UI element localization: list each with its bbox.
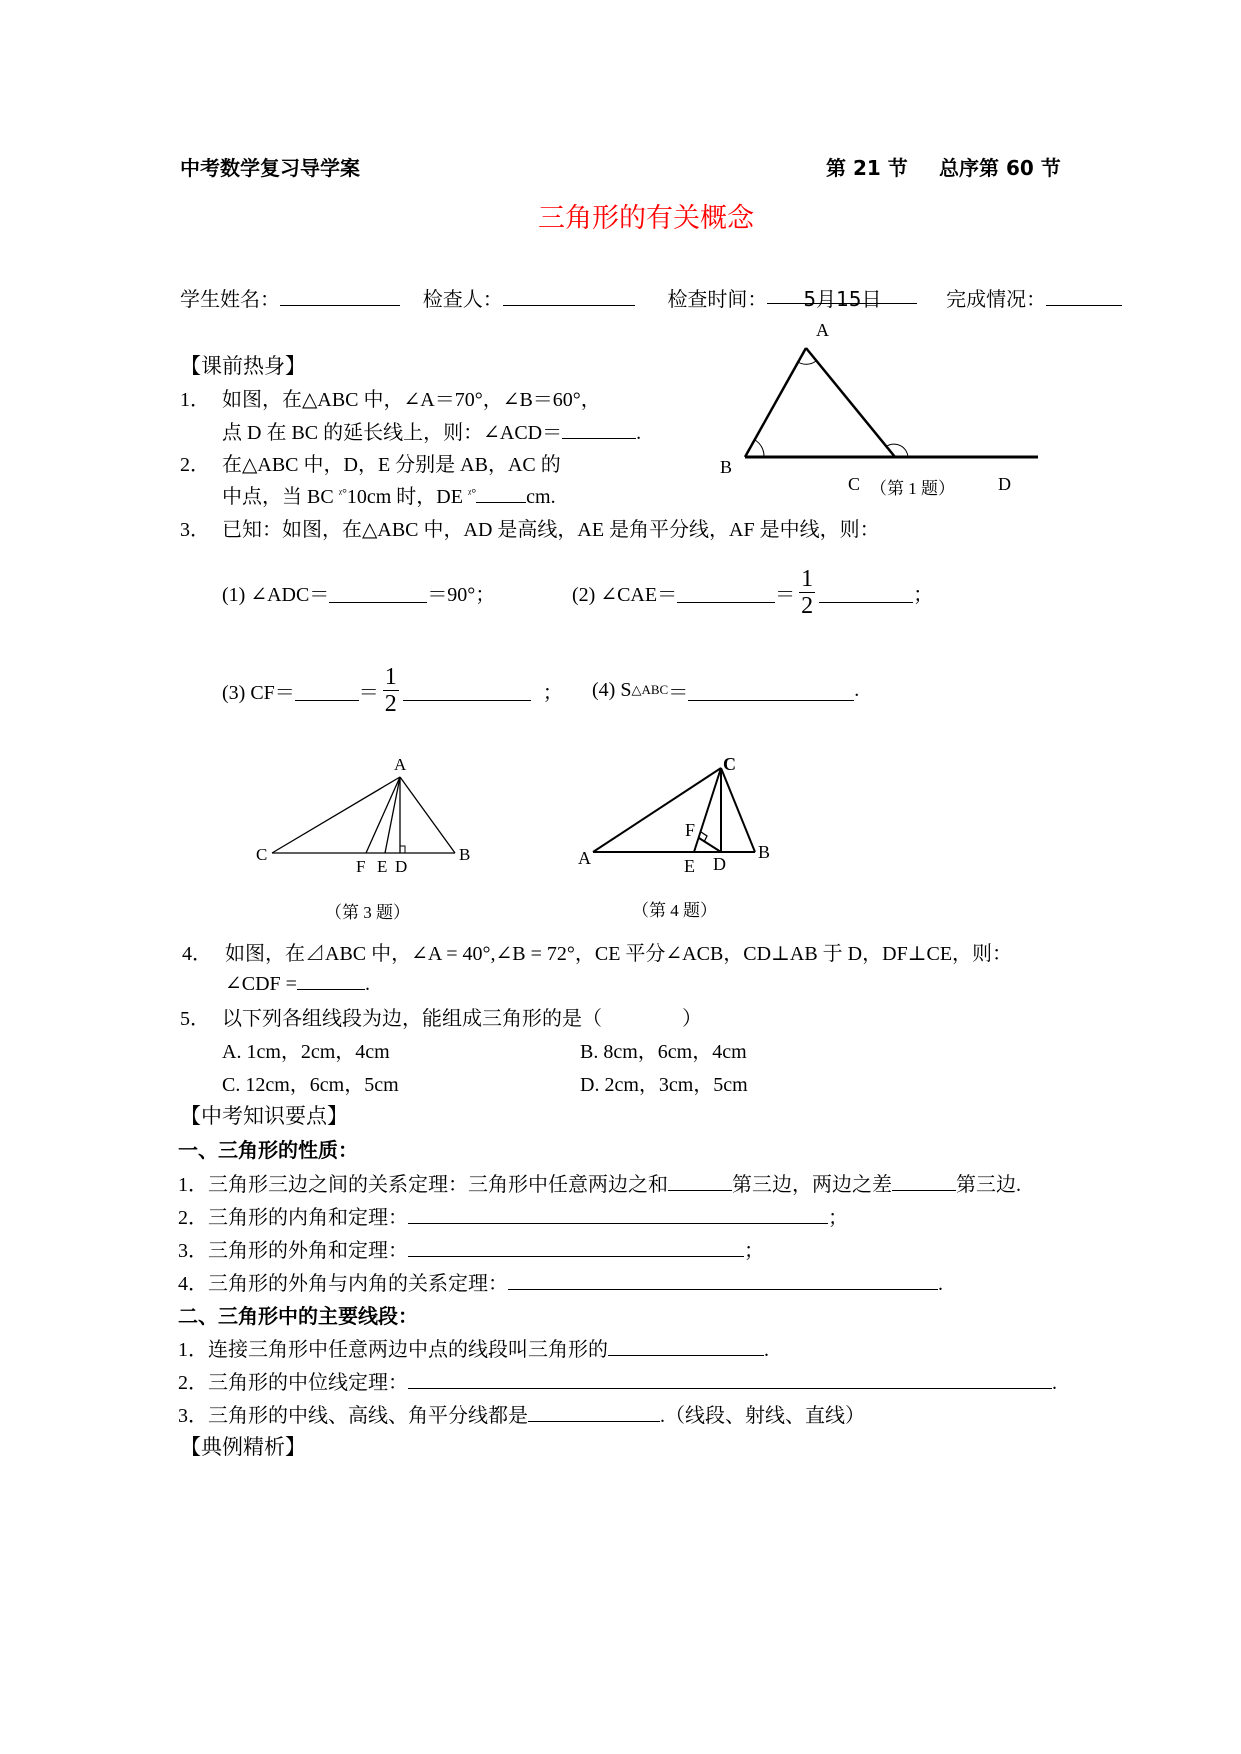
s1-item-1: [178, 1168, 1021, 1197]
s2-item-1-blank[interactable]: [608, 1335, 764, 1356]
side-ab: [400, 777, 455, 853]
item-text: 三角形的外角与内角的关系定理：: [208, 1273, 508, 1295]
check-time-field[interactable]: 5月15日: [767, 283, 917, 304]
p1-line2: [222, 416, 641, 445]
median-af: [366, 777, 400, 853]
bisector-ae: [385, 777, 400, 853]
label-c: C: [256, 845, 268, 864]
item-text: 三角形的中线、高线、角平分线都是: [208, 1405, 528, 1427]
f3-blank-1[interactable]: [295, 680, 359, 701]
label-f: F: [685, 820, 696, 840]
f4-subscript: △ABC: [631, 682, 669, 697]
s2-item-1: [178, 1333, 769, 1362]
item-number: 3．: [178, 1405, 208, 1427]
p2-text-a: 中点，当 BC: [222, 486, 339, 508]
p4-number: 4．: [182, 943, 212, 965]
p1-number: 1．: [180, 389, 210, 411]
figure-4-caption: （第 4 题）: [632, 901, 717, 920]
angle-b-arc: [755, 440, 764, 457]
p2-line1: 在△ABC 中，D，E 分别是 AB，AC 的: [222, 454, 561, 476]
figure-1: [700, 320, 1060, 510]
fraction-half: [799, 566, 815, 619]
completion-label: 完成情况：: [946, 287, 1047, 311]
p4-line2: [225, 969, 370, 996]
side-cb: [721, 768, 755, 852]
s1-item-4-blank[interactable]: [508, 1269, 938, 1290]
s1-item-3-blank[interactable]: [408, 1236, 744, 1257]
label-a: A: [578, 848, 591, 868]
item-text-post: ；: [744, 1240, 764, 1262]
item-text: 连接三角形中任意两边中点的线段叫三角形的: [208, 1339, 608, 1361]
p5-number: 5．: [180, 1008, 210, 1030]
p2-number: 2．: [180, 454, 210, 476]
figure-3-caption: （第 3 题）: [325, 903, 410, 922]
side-ca: [272, 777, 400, 853]
p2-text-b: 10cm 时，DE: [346, 486, 468, 508]
item-number: 1．: [178, 1174, 208, 1196]
label-b: B: [459, 845, 471, 864]
p4-text: ∠CDF =: [225, 973, 297, 995]
section-number: 第 21 节: [826, 156, 908, 180]
f2-blank-1[interactable]: [677, 582, 775, 603]
label-f: F: [356, 857, 366, 876]
completion-field[interactable]: [1046, 285, 1122, 306]
f2-text: (2) ∠CAE＝: [572, 583, 678, 606]
option-c[interactable]: C. 12cm，6cm，5cm: [222, 1074, 399, 1096]
f4-eq: ＝: [668, 681, 689, 704]
check-time-label: 检查时间：: [667, 287, 768, 311]
warmup-heading: 【课前热身】: [180, 354, 306, 378]
item-text-post: .: [1052, 1372, 1057, 1394]
item-text-post: ；: [828, 1207, 848, 1229]
f2-post: ；: [913, 583, 934, 606]
p2-line2: [222, 480, 556, 509]
checker-label: 检查人：: [422, 287, 503, 311]
p3-formula-3: [222, 658, 563, 722]
s1-item-2: [178, 1201, 848, 1230]
label-b: B: [758, 842, 771, 862]
fraction-denominator: 2: [384, 690, 397, 717]
fraction-numerator: 1: [384, 663, 397, 690]
item-text-post: .: [938, 1273, 943, 1295]
f4-blank[interactable]: [688, 680, 854, 701]
s2-item-3-blank[interactable]: [528, 1401, 660, 1422]
s1-item-2-blank[interactable]: [408, 1203, 828, 1224]
label-d: D: [998, 474, 1011, 494]
s2-item-2-blank[interactable]: [408, 1368, 1052, 1389]
label-a: A: [816, 320, 829, 340]
item-text: 三角形的内角和定理：: [208, 1207, 408, 1229]
fraction-half: [383, 664, 399, 717]
label-d: D: [713, 854, 726, 874]
f1-blank[interactable]: [329, 582, 427, 603]
p3-formula-1: [222, 562, 495, 622]
s1-item-1-blank-1[interactable]: [668, 1170, 732, 1191]
label-c: C: [848, 474, 861, 494]
item-text-mid: 第三边，两边之差: [732, 1174, 892, 1196]
fraction-denominator: 2: [801, 592, 814, 619]
section2-title: 二、三角形中的主要线段：: [178, 1304, 418, 1328]
student-name-label: 学生姓名：: [180, 287, 280, 311]
figure-4: [570, 740, 800, 930]
item-text-post: .（线段、射线、直线）: [660, 1405, 865, 1427]
series-title: 中考数学复习导学案: [180, 156, 360, 180]
student-name-field[interactable]: [280, 285, 400, 306]
item-number: 1．: [178, 1339, 208, 1361]
p2-garbled-symbol-2: ᵡ°: [467, 486, 477, 500]
p5-question: 以下列各组线段为边，能组成三角形的是（ ）: [222, 1008, 702, 1030]
item-text-post: 第三边.: [956, 1174, 1021, 1196]
p4-answer-blank[interactable]: [297, 969, 365, 990]
option-d[interactable]: D. 2cm，3cm，5cm: [580, 1074, 748, 1096]
p1-answer-blank[interactable]: [562, 418, 636, 439]
f1-post: ＝90°；: [427, 583, 496, 606]
s2-item-3: [178, 1399, 865, 1428]
figure-3: [240, 750, 490, 930]
checker-field[interactable]: [503, 285, 635, 306]
f2-eq: ＝: [775, 583, 796, 606]
s2-item-2: [178, 1366, 1057, 1395]
figure-1-caption: （第 1 题）: [870, 479, 955, 498]
perpendicular-df: [699, 838, 721, 852]
section1-title: 一、三角形的性质：: [178, 1138, 358, 1162]
bisector-ce: [694, 768, 721, 852]
f4-text: (4) S: [592, 678, 632, 701]
fraction-numerator: 1: [801, 565, 814, 592]
item-number: 2．: [178, 1207, 208, 1229]
p2-unit: cm.: [526, 486, 556, 508]
item-number: 2．: [178, 1372, 208, 1394]
p3-formula-2: [572, 562, 933, 622]
p4-period: .: [364, 973, 370, 995]
item-text-post: .: [764, 1339, 769, 1361]
option-b[interactable]: B. 8cm，6cm，4cm: [580, 1041, 747, 1063]
f3-eq: ＝: [358, 681, 379, 704]
label-b: B: [720, 457, 733, 477]
item-text: 三角形三边之间的关系定理：三角形中任意两边之和: [208, 1174, 668, 1196]
item-text: 三角形的外角和定理：: [208, 1240, 408, 1262]
p3-line1: 已知：如图，在△ABC 中，AD 是高线，AE 是角平分线，AF 是中线，则：: [222, 519, 880, 541]
examples-heading: 【典例精析】: [180, 1435, 306, 1459]
item-text: 三角形的中位线定理：: [208, 1372, 408, 1394]
f1-text: (1) ∠ADC＝: [222, 583, 330, 606]
side-ac: [806, 348, 895, 457]
label-e: E: [377, 857, 388, 876]
item-number: 3．: [178, 1240, 208, 1262]
label-c: C: [723, 754, 736, 774]
p3-formula-4: [592, 658, 859, 722]
s1-item-4: [178, 1267, 943, 1296]
f3-post: ；: [542, 681, 563, 704]
document-title: 三角形的有关概念: [538, 203, 754, 234]
f3-blank-2[interactable]: [403, 680, 531, 701]
overall-section-number: 总序第 60 节: [939, 156, 1061, 180]
p2-answer-blank[interactable]: [476, 482, 526, 503]
f3-text: (3) CF＝: [222, 681, 295, 704]
p4-line1: 如图，在⊿ABC 中，∠A = 40°,∠B = 72°，CE 平分∠ACB，CD⊥AB 于 D，DF⊥CE，则：: [225, 943, 1013, 965]
f2-blank-2[interactable]: [819, 582, 913, 603]
p1-text: 点 D 在 BC 的延长线上，则：∠ACD＝: [222, 422, 563, 444]
p2-garbled-symbol: ᵡ°: [338, 486, 347, 500]
s1-item-1-blank-2[interactable]: [892, 1170, 956, 1191]
option-a[interactable]: A. 1cm，2cm，4cm: [222, 1041, 390, 1063]
p3-number: 3．: [180, 519, 210, 541]
label-d: D: [395, 857, 408, 876]
right-angle-mark: [400, 846, 405, 853]
p1-line1: 如图，在△ABC 中，∠A＝70°，∠B＝60°，: [222, 389, 601, 411]
label-a: A: [394, 755, 407, 774]
s1-item-3: [178, 1234, 764, 1263]
item-number: 4．: [178, 1273, 208, 1295]
angle-a-arc: [798, 361, 816, 364]
info-row: [180, 283, 1122, 312]
p1-period: .: [636, 422, 642, 444]
key-points-heading: 【中考知识要点】: [180, 1104, 348, 1128]
label-e: E: [684, 856, 695, 876]
f4-post: .: [854, 678, 860, 701]
side-ab: [745, 348, 806, 457]
